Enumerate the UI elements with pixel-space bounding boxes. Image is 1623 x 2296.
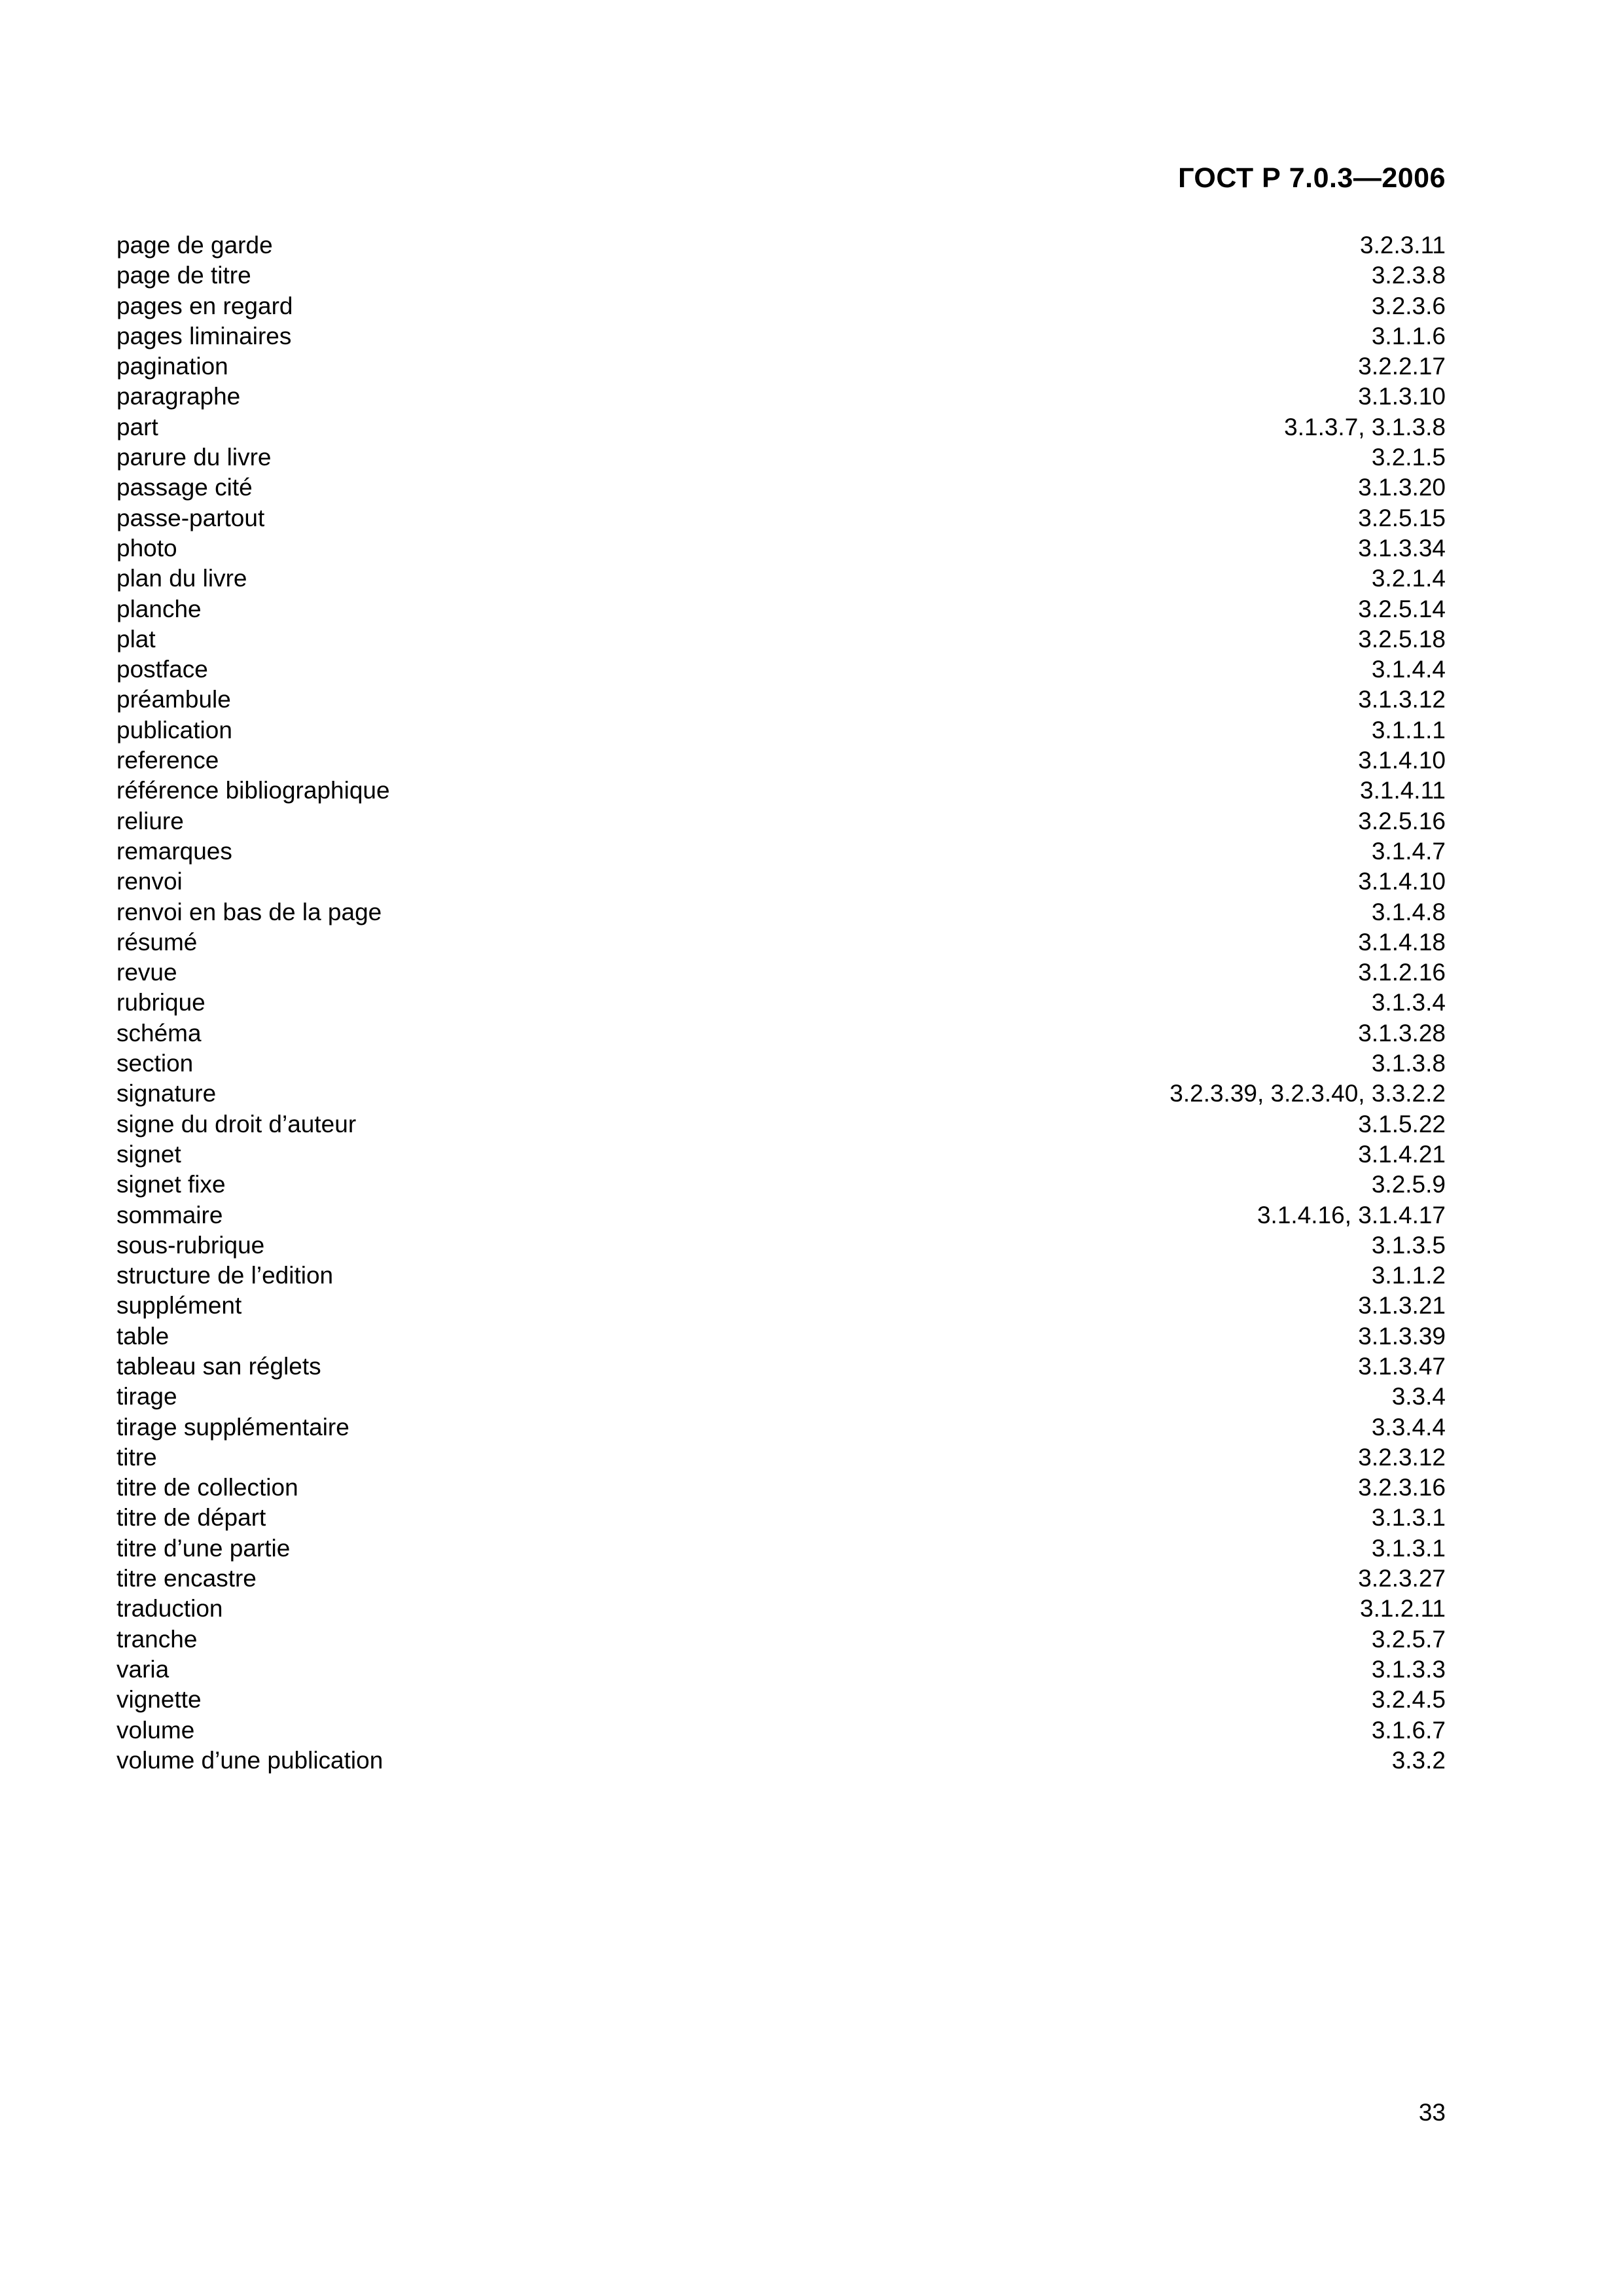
index-term: renvoi <box>116 868 183 895</box>
index-term: postface <box>116 656 208 683</box>
index-entry <box>116 1746 1446 1776</box>
index-references: 3.2.5.9 <box>1371 1171 1446 1198</box>
index-entry <box>116 1624 1446 1655</box>
index-entry <box>116 655 1446 685</box>
index-references: 3.1.2.16 <box>1358 959 1446 986</box>
index-references: 3.1.1.6 <box>1371 322 1446 350</box>
page-number: 33 <box>1418 2099 1446 2126</box>
index-term: tranche <box>116 1625 198 1653</box>
index-term: supplément <box>116 1292 242 1319</box>
index-entry <box>116 1200 1446 1230</box>
index-term: volume <box>116 1716 195 1744</box>
index-entry <box>116 1139 1446 1170</box>
index-entry <box>116 1230 1446 1261</box>
index-references: 3.1.3.12 <box>1358 686 1446 713</box>
index-term: part <box>116 413 158 440</box>
index-term: signe du droit d’auteur <box>116 1110 357 1138</box>
index-references: 3.2.5.18 <box>1358 625 1446 653</box>
index-references: 3.1.3.39 <box>1358 1322 1446 1350</box>
index-references: 3.1.6.7 <box>1371 1716 1446 1744</box>
index-entry <box>116 1382 1446 1412</box>
index-term: titre de collection <box>116 1474 298 1501</box>
index-term: signet <box>116 1140 181 1168</box>
index-term: table <box>116 1322 169 1350</box>
index-entry <box>116 988 1446 1018</box>
index-term: titre <box>116 1443 157 1471</box>
index-entry <box>116 958 1446 988</box>
index-term: page de garde <box>116 232 273 259</box>
index-references: 3.3.2 <box>1391 1746 1446 1774</box>
index-entry <box>116 1443 1446 1473</box>
index-references: 3.1.4.18 <box>1358 928 1446 956</box>
index-entry <box>116 230 1446 260</box>
index-references: 3.1.3.7, 3.1.3.8 <box>1284 413 1446 440</box>
index-references: 3.1.3.3 <box>1371 1655 1446 1683</box>
index-references: 3.1.1.2 <box>1371 1262 1446 1289</box>
index-references: 3.1.3.47 <box>1358 1352 1446 1380</box>
index-entry <box>116 1564 1446 1594</box>
index-term: titre de départ <box>116 1504 266 1532</box>
index-entry <box>116 1503 1446 1533</box>
index-entry <box>116 1261 1446 1291</box>
index-term: résumé <box>116 928 198 956</box>
index-references: 3.1.3.34 <box>1358 534 1446 562</box>
index-term: plat <box>116 625 156 653</box>
index-entry <box>116 321 1446 351</box>
index-references: 3.1.4.10 <box>1358 868 1446 895</box>
index-term: paragraphe <box>116 383 241 410</box>
index-entry <box>116 1473 1446 1503</box>
index-references: 3.2.5.7 <box>1371 1625 1446 1653</box>
index-entry <box>116 806 1446 836</box>
index-term: sommaire <box>116 1201 223 1229</box>
index-term: reliure <box>116 807 184 834</box>
index-term: planche <box>116 595 202 622</box>
index-entry <box>116 1049 1446 1079</box>
index-term: volume d’une publication <box>116 1746 383 1774</box>
index-entry <box>116 685 1446 715</box>
index-entry <box>116 1321 1446 1352</box>
index-references: 3.1.3.10 <box>1358 383 1446 410</box>
index-entry <box>116 715 1446 745</box>
index-term: structure de l’edition <box>116 1262 334 1289</box>
index-term: pages en regard <box>116 292 293 319</box>
index-entry <box>116 1018 1446 1049</box>
index-references: 3.2.2.17 <box>1358 353 1446 380</box>
index-references: 3.2.3.39, 3.2.3.40, 3.3.2.2 <box>1169 1080 1446 1107</box>
index-references: 3.2.3.6 <box>1371 292 1446 319</box>
index-term: traduction <box>116 1595 223 1623</box>
index-term: rubrique <box>116 989 205 1016</box>
index-references: 3.2.5.14 <box>1358 595 1446 622</box>
index-references: 3.1.3.1 <box>1371 1504 1446 1532</box>
index-entry <box>116 533 1446 564</box>
index-references: 3.3.4.4 <box>1371 1413 1446 1441</box>
index-term: tirage <box>116 1383 177 1410</box>
index-references: 3.2.1.5 <box>1371 444 1446 471</box>
index-term: page de titre <box>116 262 251 289</box>
index-term: passage cité <box>116 474 253 501</box>
index-entry <box>116 1109 1446 1139</box>
index-entry <box>116 1715 1446 1746</box>
index-entry <box>116 260 1446 291</box>
index-entry <box>116 351 1446 382</box>
term-index-list <box>116 230 1446 1776</box>
index-entry <box>116 1534 1446 1564</box>
index-references: 3.1.4.11 <box>1360 777 1446 804</box>
index-references: 3.3.4 <box>1391 1383 1446 1410</box>
index-references: 3.1.4.16, 3.1.4.17 <box>1257 1201 1446 1229</box>
index-references: 3.2.3.11 <box>1360 232 1446 259</box>
index-term: tirage supplémentaire <box>116 1413 349 1441</box>
index-references: 3.2.3.8 <box>1371 262 1446 289</box>
index-references: 3.1.3.1 <box>1371 1534 1446 1562</box>
index-term: référence bibliographique <box>116 777 390 804</box>
index-entry <box>116 412 1446 442</box>
index-term: parure du livre <box>116 444 272 471</box>
standard-header: ГОСТ Р 7.0.3—2006 <box>1178 162 1446 194</box>
index-term: pages liminaires <box>116 322 292 350</box>
index-term: photo <box>116 534 177 562</box>
index-entry <box>116 1291 1446 1321</box>
index-entry <box>116 897 1446 927</box>
index-references: 3.1.5.22 <box>1358 1110 1446 1138</box>
index-entry <box>116 564 1446 594</box>
index-term: signet fixe <box>116 1171 226 1198</box>
index-entry <box>116 867 1446 897</box>
index-entry <box>116 1352 1446 1382</box>
index-entry <box>116 1594 1446 1624</box>
index-references: 3.1.4.8 <box>1371 898 1446 925</box>
index-term: plan du livre <box>116 565 247 592</box>
index-references: 3.2.1.4 <box>1371 565 1446 592</box>
index-references: 3.2.3.16 <box>1358 1474 1446 1501</box>
index-references: 3.2.4.5 <box>1371 1686 1446 1713</box>
index-term: vignette <box>116 1686 202 1713</box>
index-references: 3.2.3.27 <box>1358 1565 1446 1592</box>
index-term: publication <box>116 716 232 744</box>
index-references: 3.1.3.4 <box>1371 989 1446 1016</box>
index-entry <box>116 291 1446 321</box>
index-term: renvoi en bas de la page <box>116 898 382 925</box>
index-entry <box>116 1412 1446 1443</box>
index-entry <box>116 1655 1446 1685</box>
index-references: 3.1.3.28 <box>1358 1019 1446 1047</box>
index-entry <box>116 503 1446 533</box>
index-entry <box>116 473 1446 503</box>
index-entry <box>116 442 1446 473</box>
index-entry <box>116 1170 1446 1200</box>
index-entry <box>116 1685 1446 1715</box>
index-entry <box>116 594 1446 624</box>
index-term: sous-rubrique <box>116 1231 265 1259</box>
index-references: 3.2.5.15 <box>1358 504 1446 531</box>
index-term: titre d’une partie <box>116 1534 291 1562</box>
index-references: 3.1.4.7 <box>1371 837 1446 865</box>
index-references: 3.1.3.5 <box>1371 1231 1446 1259</box>
index-references: 3.2.3.12 <box>1358 1443 1446 1471</box>
index-term: préambule <box>116 686 231 713</box>
index-references: 3.1.1.1 <box>1371 716 1446 744</box>
index-references: 3.1.4.4 <box>1371 656 1446 683</box>
index-entry <box>116 776 1446 806</box>
index-term: revue <box>116 959 177 986</box>
index-term: varia <box>116 1655 169 1683</box>
index-references: 3.1.2.11 <box>1360 1595 1446 1623</box>
index-references: 3.1.4.10 <box>1358 747 1446 774</box>
index-entry <box>116 624 1446 655</box>
index-references: 3.1.4.21 <box>1358 1140 1446 1168</box>
index-entry <box>116 382 1446 412</box>
index-term: titre encastre <box>116 1565 257 1592</box>
index-references: 3.1.3.8 <box>1371 1050 1446 1077</box>
index-term: reference <box>116 747 219 774</box>
index-term: signature <box>116 1080 217 1107</box>
index-entry <box>116 836 1446 867</box>
index-term: passe-partout <box>116 504 265 531</box>
index-term: tableau san réglets <box>116 1352 321 1380</box>
index-term: section <box>116 1050 194 1077</box>
index-references: 3.1.3.21 <box>1358 1292 1446 1319</box>
index-entry <box>116 1079 1446 1109</box>
index-references: 3.1.3.20 <box>1358 474 1446 501</box>
index-entry <box>116 745 1446 776</box>
index-term: schéma <box>116 1019 202 1047</box>
index-entry <box>116 927 1446 958</box>
index-references: 3.2.5.16 <box>1358 807 1446 834</box>
index-term: remarques <box>116 837 232 865</box>
index-term: pagination <box>116 353 228 380</box>
